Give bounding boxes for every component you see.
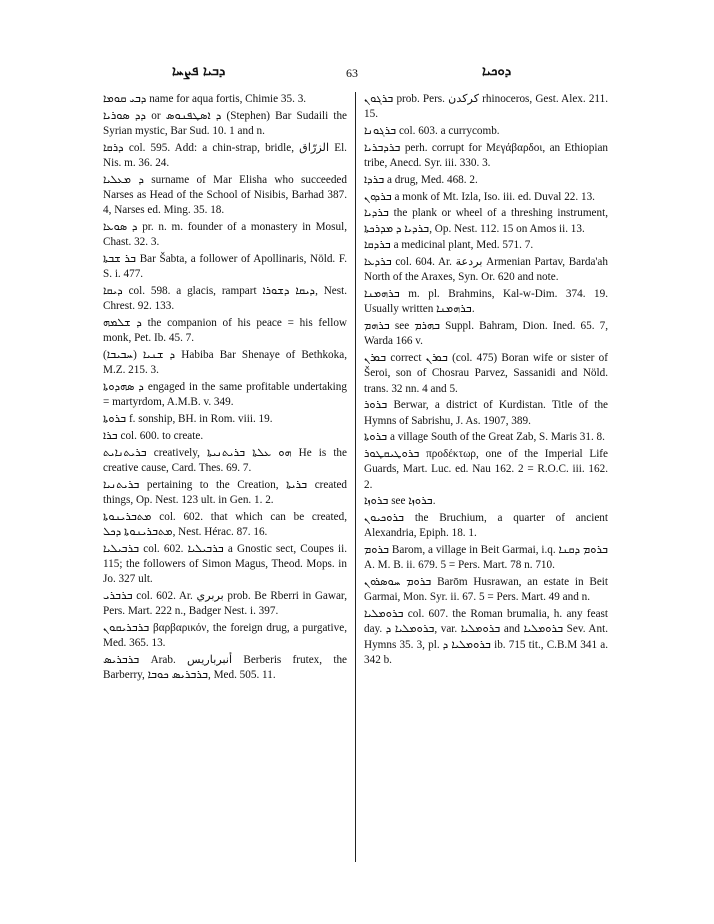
entry: ܕܒܝ ܩܘܡܐ name for aqua fortis, Chimie 35. 3. [103, 93, 307, 105]
entry: ܒܪܒܝܠܝܐ col. 602. ܒܪܒܝܠܝܐ a Gnostic sect, Coupes ii. 115; the followers of Simon Magus, Theod. Mops. in Jo. 327 ult. [103, 542, 347, 585]
entry: ܒܪܒܪܝܣ Arab. أنبرباريس Berberis frutex, the Barberry, ܒܪܒܪܝܣ ܟܘܒܐ, Med. 505. 11. [103, 653, 348, 681]
entry: ܕ ܡܥܠܝܐ surname of Mar Elisha who succeeded Narses as Head of the School of Nisibis, Barhad 387. 4, Narses ed. Ming. 35. 18. [103, 173, 347, 217]
right-column [364, 92, 608, 670]
entry: ܒܪܓܘܢܐ col. 603. a currycomb. [364, 125, 500, 137]
entry: ܒܪܗܡ see ܒܗܪܡ Suppl. Bahram, Dion. Ined. 65. 7, Warda 166 v. [364, 320, 608, 348]
entry: ܕ ܫܠܡܗ the companion of his peace = his fellow monk, Pet. Ib. 45. 7. [103, 317, 347, 345]
column-divider [355, 92, 356, 862]
entry: ܒܪܕܩܐ a medicinal plant, Med. 571. 7. [364, 239, 534, 252]
entry: ܒܪܕܒܪܝܐ perh. corrupt for Μεγάβαρδοι, an Ethiopian tribe, Anecd. Syr. iii. 330. 3. [364, 141, 608, 169]
entry: ܒܪܘܙܐ see ܒܪܘܙܐ. [364, 495, 436, 508]
page-number: 63 [346, 66, 358, 80]
entry: ܒܪܘܟܝܘܢ the Bruchium, a quarter of ancient Alexandria, Epiph. 18. 1. [364, 512, 608, 540]
entry: ܕ ܣܗܕܘܬܐ engaged in the same profitable undertaking = martyrdom, A.M.B. v. 349. [103, 381, 347, 409]
entry: ܒܪܘܛܝܩܛܘܪ προδέκτωρ, one of the Imperial Life Guards, Mart. Luc. ed. Nau 162. 2 = R.O.C. iii. 162. 2. [364, 448, 608, 491]
entry: ܒܪܝܬܢܝܐ pertaining to the Creation, ܒܪܝܬܐ created things, Op. Nest. 123 ult. in Gen. 1. 2. [103, 478, 347, 506]
entry: (ܚܒܝܒܐ) ܕ ܫܢܝܐ Habiba Bar Shenaye of Bethkoka, M.Z. 215. 3. [103, 349, 347, 377]
entry: ܒܪܘܬܐ f. sonship, BH. in Rom. viii. 19. [103, 413, 273, 425]
entry: ܒܪ ܫܒܬܐ Bar Šabta, a follower of Apollinaris, Nöld. F. S. i. 477. [103, 253, 348, 281]
entry: ܒܪܝܬܢܐܝܬ creatively, ܗܘ ܥܠܬܐ ܒܪܝܬܢܝܬܐ He is the creative cause, Card. Thes. 69. 7. [103, 446, 347, 474]
entry: ܒܪܘܪ Berwar, a district of Kurdistan. Title of the Hymns of Sabrishu, J. As. 1907, 389. [364, 399, 608, 427]
entry: ܒܪܕܝܐ the plank or wheel of a threshing instrument, ܒܪܕܝܐ ܕ ܡܕܪܟܬܐ, Op. Nest. 112. 15 on Amos ii. 13. [364, 207, 608, 235]
entry: ܒܪܘܡ ܚܘܣܪܘܢ Barōm Husrawan, an estate in Beit Garmai, Mon. Syr. ii. 67. 5 = Pers. Mart. 49 and n. [364, 576, 608, 604]
entry: ܒܪܒܪܝܩܘܢ βαρβαρικόν, the foreign drug, a purgative, Med. 365. 13. [103, 621, 347, 649]
running-head-left: ܕܒܝܐ ܦܨܚܐ [172, 64, 226, 79]
entry: ܡܬܒܪܝܢܘܬܐ col. 602. that which can be created, ܡܬܒܪܝܢܘܬܐ ܕܟܠ, Nest. Hérac. 87. 16. [103, 510, 347, 538]
entry: ܒܘܪܢ correct ܒܘܪܢ (col. 475) Boran wife or sister of Šeroi, son of Chosrau Parvez, Sassanidi and Nöld. trans. 32 nn. 4 and 5. [364, 352, 608, 395]
running-head-right: ܕܘܟܝܐ [482, 64, 512, 79]
entry: ܒܪܘܡ Barom, a village in Beit Garmai, i.q. ܒܪܘܡ ܕܩܢܐ A. M. B. ii. 679. 5 = Pers. Mart. 78 n. 710. [364, 544, 608, 572]
entry: ܒܪܓܘܢ prob. Pers. کرکدن rhinoceros, Gest. Alex. 211. 15. [364, 93, 608, 121]
entry: ܒܪܗܡܢܐ m. pl. Brahmins, Kal-w-Dim. 374. 19. Usually written ܒܪܗܡܢܐ. [364, 288, 608, 316]
entry: ܒܪܘܡܠܝܐ col. 607. the Roman brumalia, h. any feast day. ܒܪܘܡܠܝܐ ܕ, var. ܒܪܘܡܠܝܐ and ܒܪܘܡܠܝܐ Sev. Ant. Hymns 35. 3, pl. ܒܪܘܡܠܝܐ ܕ ib. 715 tit., C.B.M 341 a. 342 b. [364, 608, 609, 666]
entry: ܕܝܩܐ col. 598. a glacis, rampart ܕܝܩܐ ܕܫܘܪܐ, Nest. Chrest. 92. 133. [103, 285, 347, 313]
entry: ܒܪܒܪܝ col. 602. Ar. بربري prob. Be Rberri in Gawar, Pers. Mart. 222 n., Badger Nest. i. 397. [103, 589, 347, 617]
entry: ܕܕ ܣܘܪܝܐ or ܕ ܐܣܛܦܢܘܣ (Stephen) Bar Sudaili the Syrian mystic, Bar Sud. 10. 1 and n. [103, 109, 347, 137]
entry: ܒܪܕܐ a drug, Med. 468. 2. [364, 173, 478, 186]
entry: ܒܪܕܘܢ a monk of Mt. Izla, Iso. iii. ed. Duval 22. 13. [364, 190, 595, 203]
entry: ܕܪܩܐ col. 595. Add: a chin-strap, bridle, الزرّاق El. Nis. m. 36. 24. [103, 141, 347, 169]
entry: ܒܪܐ col. 600. to create. [103, 429, 204, 442]
entry: ܒܪܕܥܐ col. 604. Ar. بردعة Armenian Partav, Barda'ah North of the Araxes, Syn. Or. 620 and note. [364, 256, 608, 284]
entry: ܕ ܣܘܥܐ pr. n. m. founder of a monastery in Mosul, Chast. 32. 3. [103, 221, 347, 249]
entry: ܒܪܘܬܐ a village South of the Great Zab, S. Maris 31. 8. [364, 431, 605, 444]
left-column [103, 92, 347, 685]
